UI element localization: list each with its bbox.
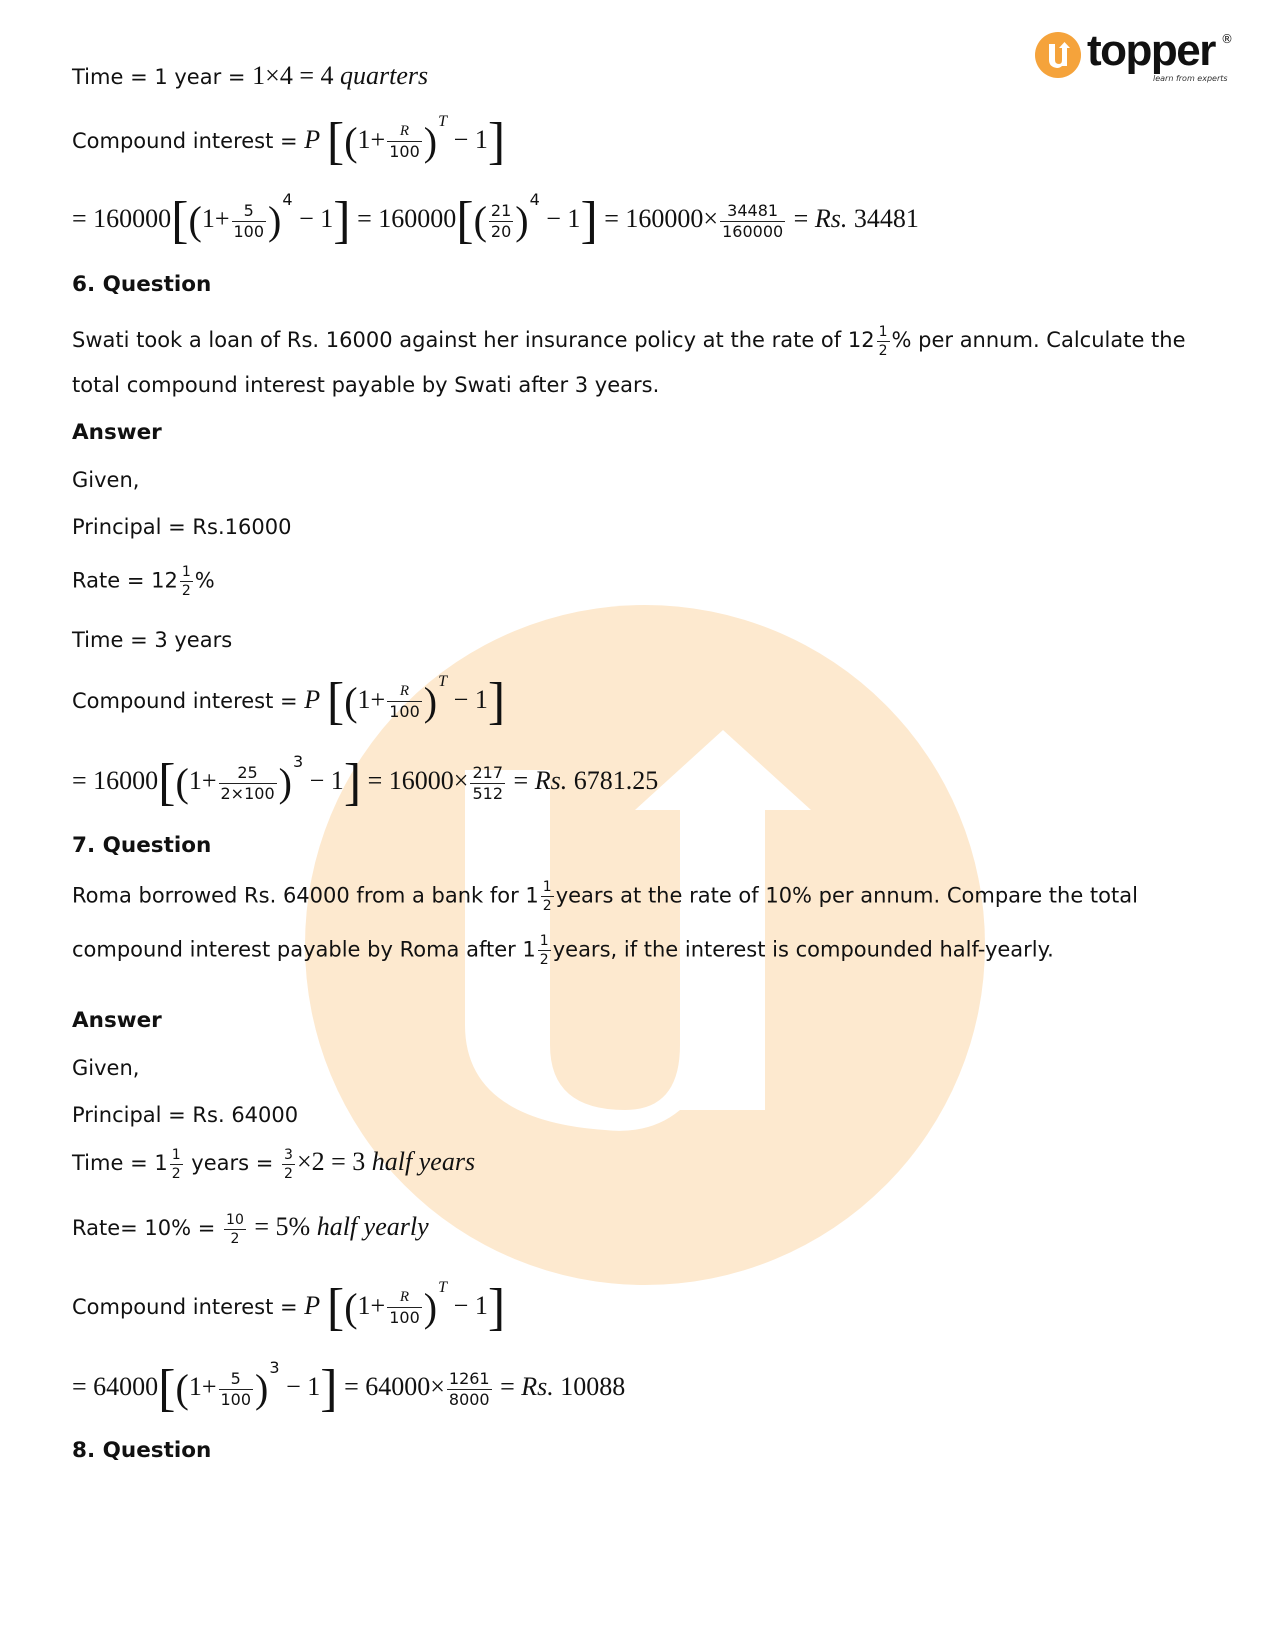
brand-name: topper [1087, 26, 1215, 75]
answer-6-heading: Answer [72, 420, 162, 445]
principal-6: Principal = Rs.16000 [72, 515, 292, 539]
registered-mark: ® [1221, 32, 1233, 46]
time-6: Time = 3 years [72, 628, 233, 652]
solution-line-q5: = 160000[(1+ $\frac{5}{100}$ )$^4$ − 1] = 160000[( $\frac{21}{20}$ )$^4$ − 1] = 160000× $\frac{34481}{160000}$ = Rs. 34481 [72, 190, 919, 249]
rate-7: Rate= 10% = $\frac{10}{2}$ = 5% half yearly [72, 1211, 429, 1247]
question-7-text-line2: compound interest payable by Roma after 1 $\frac{1}{2}$ years, if the interest is compounded half-yearly. [72, 933, 1054, 968]
rate-6: Rate = 12 $\frac{1}{2}$ % [72, 564, 215, 599]
brand-tagline: learn from experts [1153, 74, 1228, 83]
given-7: Given, [72, 1056, 140, 1080]
given-6: Given, [72, 468, 140, 492]
solution-line-q6: = 16000[(1+ $\frac{25}{2\times 100}$ )$^3$ − 1] = 16000× $\frac{217}{512}$ = Rs. 6781.25 [72, 752, 659, 811]
principal-7: Principal = Rs. 64000 [72, 1103, 299, 1127]
topper-logo [1035, 26, 1235, 90]
compound-interest-formula: Compound interest = P [(1+ $\frac{R}{100}$ )$^T$ − 1] [72, 113, 506, 170]
question-7-text-line1: Roma borrowed Rs. 64000 from a bank for 1 $\frac{1}{2}$ years at the rate of 10% per annum. Compare the total [72, 879, 1138, 914]
question-6-title: 6. Question [72, 272, 212, 297]
question-7-title: 7. Question [72, 833, 212, 858]
question-8-title: 8. Question [72, 1438, 212, 1463]
compound-interest-formula-6: Compound interest = P [(1+ $\frac{R}{100}$ )$^T$ − 1] [72, 673, 506, 730]
time-quarters-line: Time = 1 year = 1×4 = 4 quarters [72, 61, 429, 90]
solution-line-q7: = 64000[(1+ $\frac{5}{100}$ )$^3$ − 1] = 64000× $\frac{1261}{8000}$ = Rs. 10088 [72, 1358, 626, 1417]
compound-interest-formula-7: Compound interest = P [(1+ $\frac{R}{100}$ )$^T$ − 1] [72, 1279, 506, 1336]
time-7: Time = 1 $\frac{1}{2}$ years = $\frac{3}{2}$ ×2 = 3 half years [72, 1146, 476, 1182]
answer-7-heading: Answer [72, 1008, 162, 1033]
topper-logo-icon [1035, 32, 1081, 78]
question-6-text: Swati took a loan of Rs. 16000 against her insurance policy at the rate of 12 $\frac{1}{2}$ % per annum. Calculate the total compound interest payable by Swati after 3 years. [72, 323, 1186, 398]
